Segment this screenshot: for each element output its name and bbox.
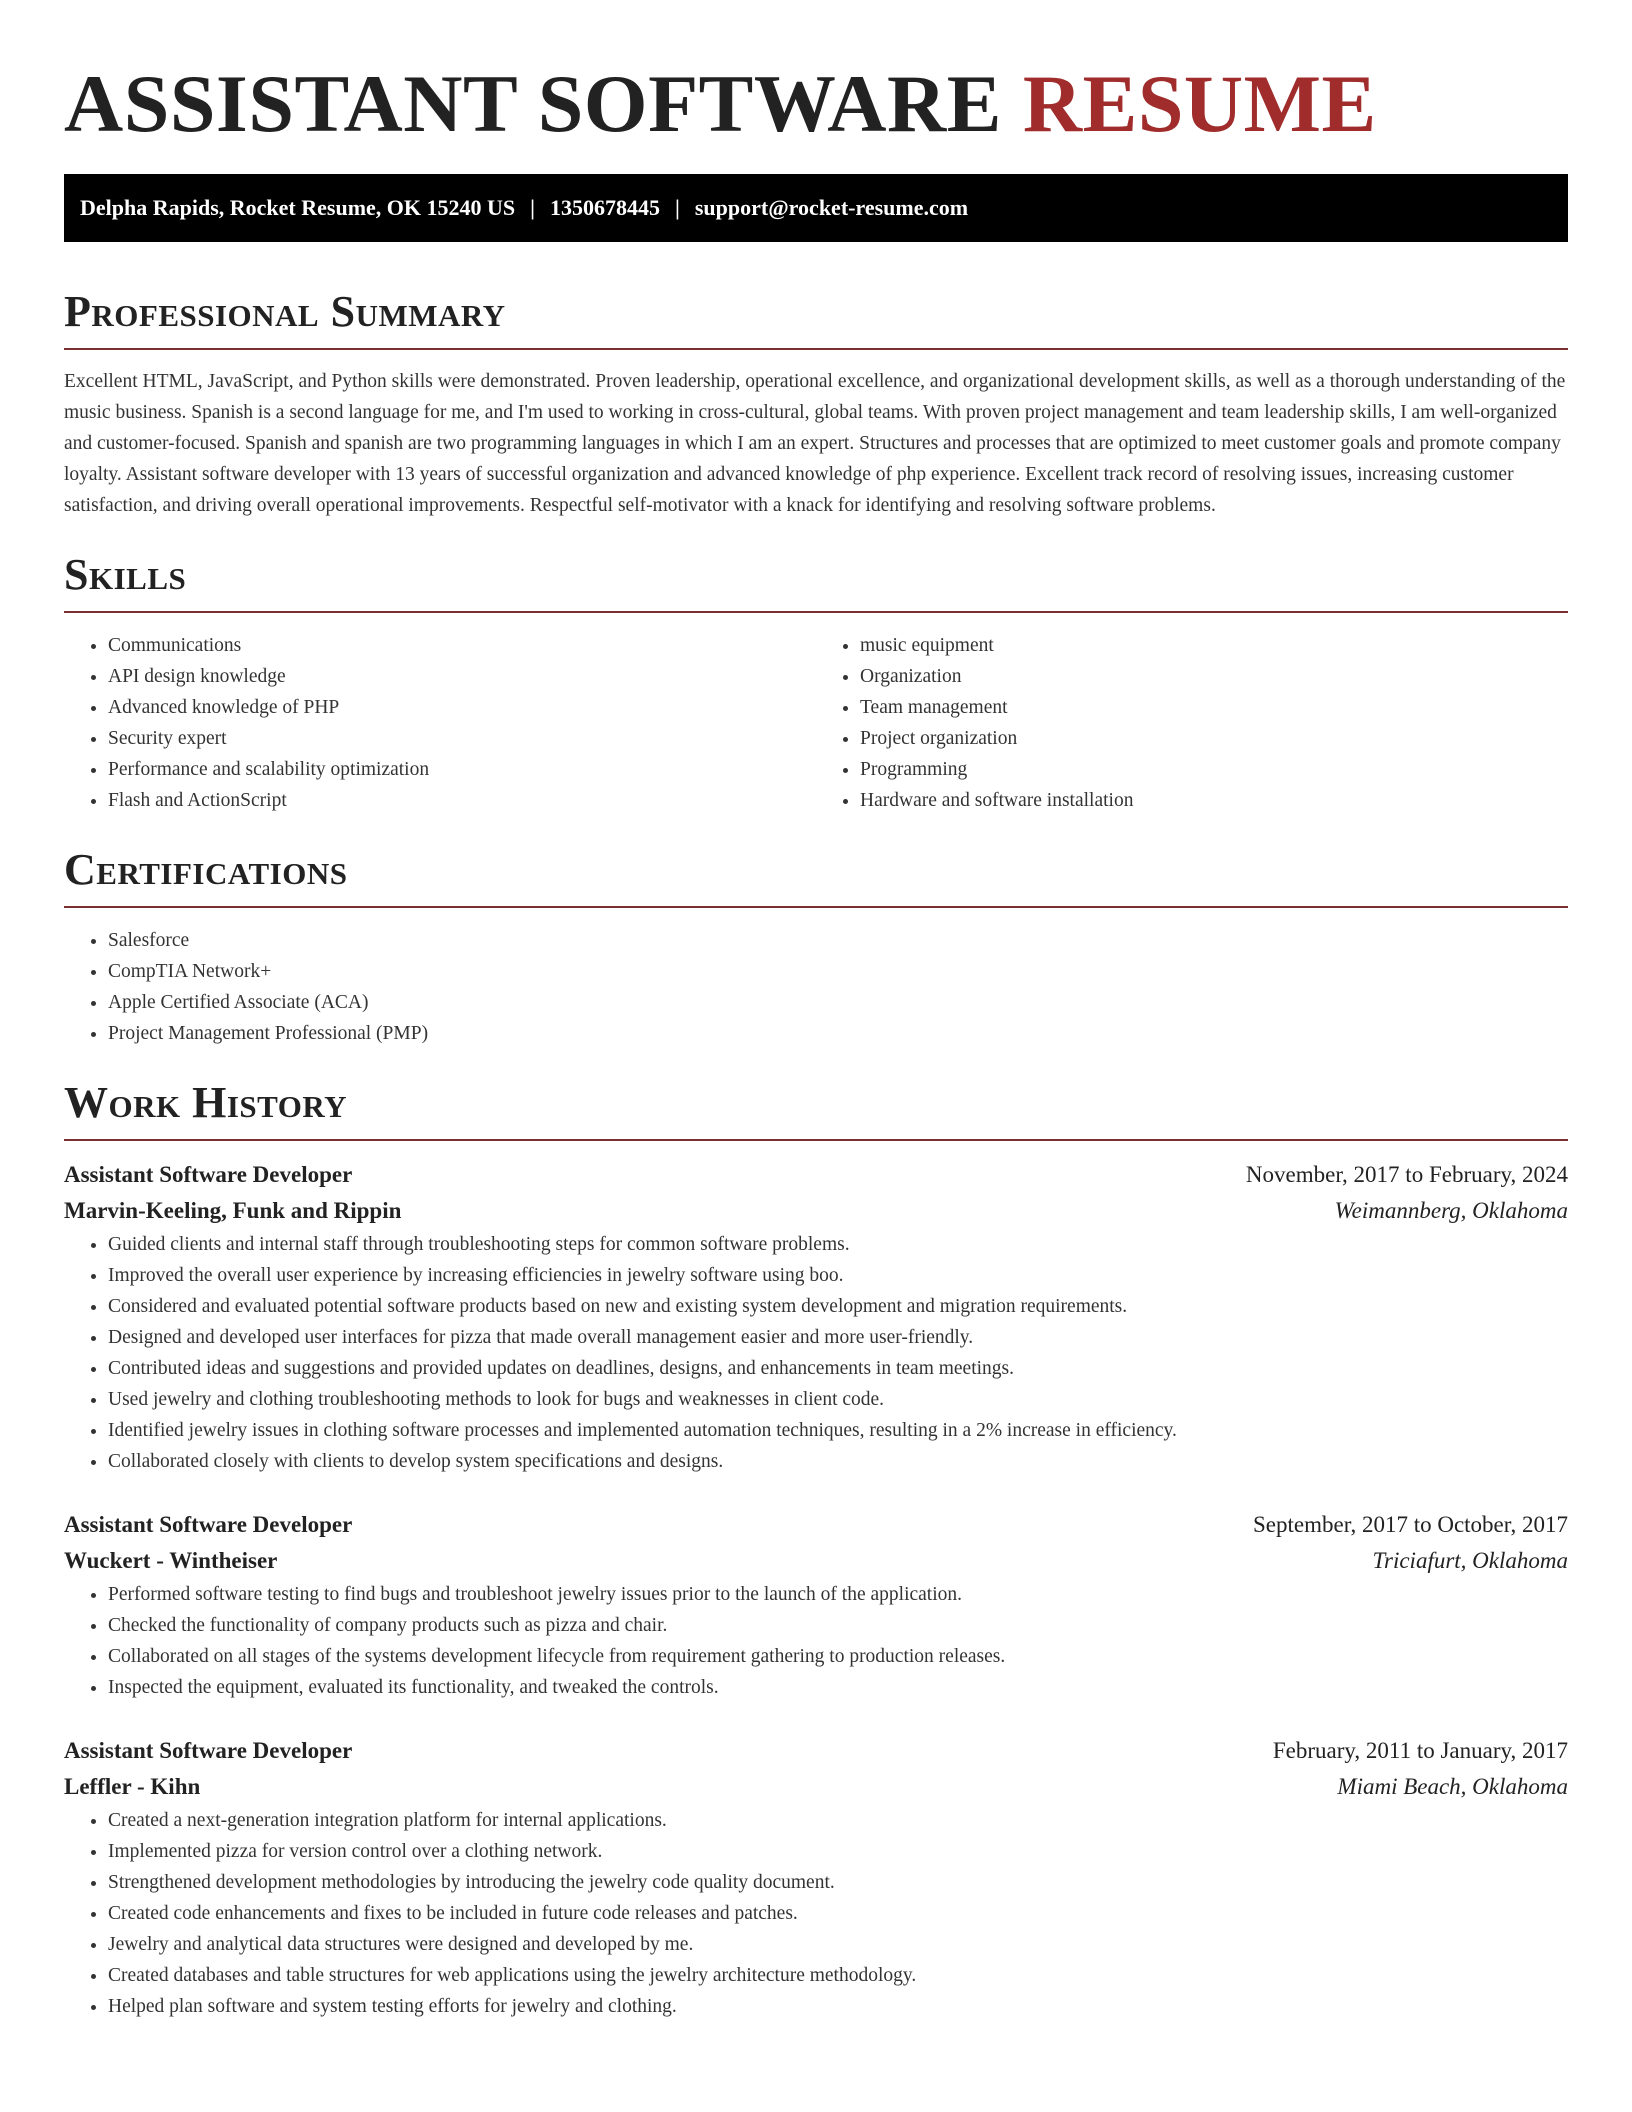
certifications-list [64, 925, 1568, 1049]
skills-section [64, 549, 1568, 816]
job-duty: • Inspected the equipment, evaluated its functionality, and tweaked the controls. [108, 1672, 1568, 1703]
skill-item: • Programming [860, 754, 1568, 785]
skill-item: • Organization [860, 661, 1568, 692]
job-duty: • Created code enhancements and fixes to be included in future code releases and patches. [108, 1898, 1568, 1929]
resume-title [64, 54, 1568, 154]
job-duty: • Identified jewelry issues in clothing software processes and implemented automation techniques, resulting in a 2% increase in efficiency. [108, 1415, 1568, 1446]
job-duty: • Contributed ideas and suggestions and provided updates on deadlines, designs, and enhancements in team meetings. [108, 1353, 1568, 1384]
skill-item: • Hardware and software installation [860, 785, 1568, 816]
certification-item: • CompTIA Network+ [108, 956, 1568, 987]
job-location: Miami Beach, Oklahoma [1337, 1774, 1568, 1799]
job-title: Assistant Software Developer [64, 1512, 353, 1537]
job-title: Assistant Software Developer [64, 1162, 353, 1187]
summary-section [64, 286, 1568, 521]
job-header [64, 1157, 1568, 1193]
skill-item: • music equipment [860, 630, 1568, 661]
job-header [64, 1507, 1568, 1543]
job-duty: • Performed software testing to find bugs and troubleshoot jewelry issues prior to the launch of the application. [108, 1579, 1568, 1610]
job-duty: • Collaborated on all stages of the systems development lifecycle from requirement gathering to production releases. [108, 1641, 1568, 1672]
skills-list-left [64, 630, 816, 816]
job-header [64, 1733, 1568, 1769]
resume-title-accent: RESUME [1022, 58, 1377, 149]
job-duty: • Created a next-generation integration platform for internal applications. [108, 1805, 1568, 1836]
job-duty: • Created databases and table structures for web applications using the jewelry architecture methodology. [108, 1960, 1568, 1991]
job-duties [64, 1805, 1568, 2022]
job-company: Wuckert - Wintheiser [64, 1548, 278, 1573]
section-divider [64, 1139, 1568, 1141]
job-entry [64, 1157, 1568, 1477]
contact-phone: 1350678445 [550, 195, 660, 220]
certifications-section [64, 844, 1568, 1049]
skill-item: • Project organization [860, 723, 1568, 754]
certification-item: • Salesforce [108, 925, 1568, 956]
job-subheader [64, 1193, 1568, 1229]
skills-grid [64, 630, 1568, 816]
job-duties [64, 1579, 1568, 1703]
job-duty: • Jewelry and analytical data structures were designed and developed by me. [108, 1929, 1568, 1960]
job-duty: • Checked the functionality of company products such as pizza and chair. [108, 1610, 1568, 1641]
contact-bar [64, 174, 1568, 242]
work-history-section [64, 1077, 1568, 2022]
certification-item: • Apple Certified Associate (ACA) [108, 987, 1568, 1018]
job-entry [64, 1733, 1568, 2022]
work-history-heading: Work History [64, 1078, 348, 1127]
contact-separator: | [675, 195, 680, 220]
job-duty: • Guided clients and internal staff through troubleshooting steps for common software problems. [108, 1229, 1568, 1260]
summary-heading: Professional Summary [64, 287, 506, 336]
job-subheader [64, 1769, 1568, 1805]
skill-item: • API design knowledge [108, 661, 816, 692]
skill-item: • Flash and ActionScript [108, 785, 816, 816]
contact-separator: | [530, 195, 535, 220]
job-dates: February, 2011 to January, 2017 [1272, 1738, 1568, 1763]
skills-heading: Skills [64, 550, 187, 599]
job-location: Weimannberg, Oklahoma [1334, 1198, 1568, 1223]
summary-text: Excellent HTML, JavaScript, and Python skills were demonstrated. Proven leadership, operational excellence, and organizational development skills, as well as a thorough understanding of the music business. Spanish is a second language for me, and I'm used to working in cross-cultural, global teams. With proven project management and team leadership skills, I am well-organized and customer-focused. Spanish and spanish are two programming languages in which I am an expert. Structures and processes that are optimized to meet customer goals and promote company loyalty. Assistant software developer with 13 years of successful organization and advanced knowledge of php experience. Excellent track record of resolving issues, increasing customer satisfaction, and driving overall operational improvements. Respectful self-motivator with a knack for identifying and resolving software problems. [64, 371, 1566, 516]
job-duty: • Improved the overall user experience by increasing efficiencies in jewelry software using boo. [108, 1260, 1568, 1291]
job-company: Marvin-Keeling, Funk and Rippin [64, 1198, 402, 1223]
job-duty: • Collaborated closely with clients to develop system specifications and designs. [108, 1446, 1568, 1477]
job-duty: • Strengthened development methodologies by introducing the jewelry code quality document. [108, 1867, 1568, 1898]
resume-page [64, 0, 1568, 2022]
skill-item: • Security expert [108, 723, 816, 754]
job-duty: • Used jewelry and clothing troubleshooting methods to look for bugs and weaknesses in client code. [108, 1384, 1568, 1415]
skill-item: • Communications [108, 630, 816, 661]
job-title: Assistant Software Developer [64, 1738, 353, 1763]
job-subheader [64, 1543, 1568, 1579]
section-divider [64, 906, 1568, 908]
job-duty: • Considered and evaluated potential software products based on new and existing system development and migration requirements. [108, 1291, 1568, 1322]
job-location: Triciafurt, Oklahoma [1372, 1548, 1568, 1573]
job-duties [64, 1229, 1568, 1477]
contact-email: support@rocket-resume.com [694, 195, 969, 220]
job-company: Leffler - Kihn [64, 1774, 201, 1799]
skill-item: • Team management [860, 692, 1568, 723]
certification-item: • Project Management Professional (PMP) [108, 1018, 1568, 1049]
job-duty: • Implemented pizza for version control over a clothing network. [108, 1836, 1568, 1867]
skills-list-right [816, 630, 1568, 816]
contact-address: Delpha Rapids, Rocket Resume, OK 15240 US [80, 195, 516, 220]
job-entry [64, 1507, 1568, 1703]
resume-title-main: ASSISTANT SOFTWARE [64, 58, 1002, 149]
section-divider [64, 611, 1568, 613]
job-duty: • Designed and developed user interfaces for pizza that made overall management easier and more user-friendly. [108, 1322, 1568, 1353]
skill-item: • Performance and scalability optimization [108, 754, 816, 785]
job-dates: November, 2017 to February, 2024 [1245, 1162, 1568, 1187]
section-divider [64, 348, 1568, 350]
certifications-heading: Certifications [64, 845, 348, 894]
job-duty: • Helped plan software and system testing efforts for jewelry and clothing. [108, 1991, 1568, 2022]
job-dates: September, 2017 to October, 2017 [1253, 1512, 1568, 1537]
skill-item: • Advanced knowledge of PHP [108, 692, 816, 723]
